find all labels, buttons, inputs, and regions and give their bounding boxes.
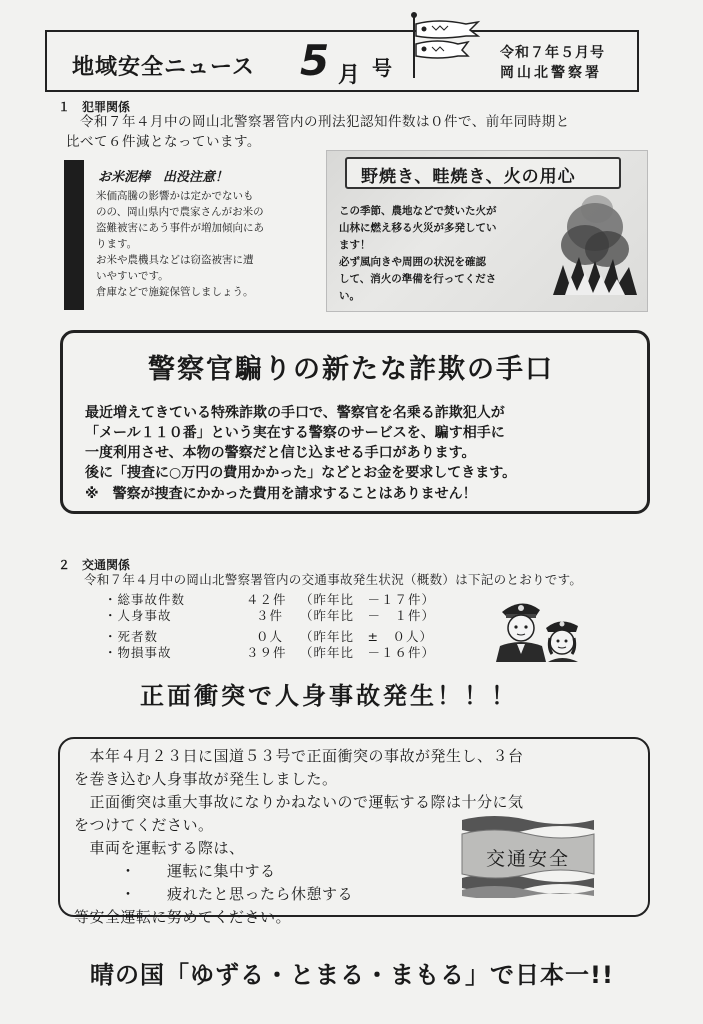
fraud-line: 後に「捜査に○万円の費用かかった」などとお金を要求してきます。 xyxy=(85,465,517,481)
police-officers-icon xyxy=(492,592,592,662)
fire-line: 必ず風向きや周囲の状況を確認 xyxy=(339,256,486,268)
fire-line: して、消火の準備を行ってくださ xyxy=(339,273,497,285)
accident-line: 正面衝突は重大事故になりかねないので運転する際は十分に気 xyxy=(74,793,524,811)
stat-label: ・人身事故 xyxy=(104,608,172,623)
rice-line: 倉庫などで施錠保管しましょう。 xyxy=(96,286,254,298)
rice-line: 米価高騰の影響かは定かでないも xyxy=(96,190,254,202)
fire-line: い。 xyxy=(339,290,360,302)
stat-label: ・死者数 xyxy=(104,629,159,644)
fraud-title: 警察官騙りの新たな詐欺の手口 xyxy=(148,354,554,385)
accident-line: 等安全運転に努めてください。 xyxy=(74,908,292,926)
slogan: 晴の国「ゆずる・とまる・まもる」で日本一!! xyxy=(90,961,614,989)
fire-line: ます！ xyxy=(339,239,371,251)
rice-theft-body xyxy=(96,188,302,300)
issue-number: 5 xyxy=(300,36,330,85)
stat-compare: （昨年比 ± ０人） xyxy=(300,629,433,644)
fire-line: 山林に燃え移る火災が多発してい xyxy=(339,222,497,234)
rice-line: ります。 xyxy=(96,238,138,250)
accident-line: をつけてください。 xyxy=(74,816,214,834)
fire-caution-body xyxy=(339,203,549,305)
fire-caution-notice xyxy=(326,150,648,312)
traffic-intro: 令和７年４月中の岡山北警察署管内の交通事故発生状況（概数）は下記のとおりです。 xyxy=(84,572,583,587)
rice-line: 盗難被害にあう事件が増加傾向にあ xyxy=(96,222,264,234)
issue-suffix: 号 xyxy=(372,56,392,80)
rice-theft-notice xyxy=(64,160,304,310)
fraud-line: 一度利用させ、本物の警察だと信じ込ませる手口があります。 xyxy=(85,445,476,461)
traffic-safety-flag-text: 交通安全 xyxy=(486,848,571,870)
rice-line: お米や農機具などは窃盗被害に遭 xyxy=(96,254,254,266)
stat-value: ３９件 xyxy=(246,645,287,660)
rice-line: いやすいです。 xyxy=(96,270,169,282)
stat-label: ・物損事故 xyxy=(104,645,172,660)
accident-line: 本年４月２３日に国道５３号で正面衝突の事故が発生し、３台 xyxy=(74,747,524,765)
crime-text-1: 令和７年４月中の岡山北警察署管内の刑法犯認知件数は０件で、前年同時期と xyxy=(80,114,570,130)
stat-compare: （昨年比 －１７件） xyxy=(300,592,436,607)
fire-line: この季節、農地などで焚いた火が xyxy=(339,205,497,217)
crime-heading: １ 犯罪関係 xyxy=(58,100,131,114)
fraud-line: 最近増えてきている特殊詐欺の手口で、警察官を名乗る詐欺犯人が xyxy=(85,405,505,421)
accent-bar xyxy=(64,160,84,310)
fire-caution-title-box xyxy=(345,157,621,189)
police-station-name: 岡山北警察署 xyxy=(500,65,602,81)
accident-headline: 正面衝突で人身事故発生！！！ xyxy=(140,682,518,710)
stat-compare: （昨年比 －１６件） xyxy=(300,645,436,660)
fire-smoke-icon xyxy=(549,187,641,297)
issue-unit: 月 xyxy=(338,63,361,88)
traffic-heading: ２ 交通関係 xyxy=(58,558,131,572)
newsletter-title: 地域安全ニュース xyxy=(72,55,255,80)
accident-line: を巻き込む人身事故が発生しました。 xyxy=(74,770,338,788)
fraud-line: 「メール１１０番」という実在する警察のサービスを、騙す相手に xyxy=(85,425,505,441)
fraud-note: ※ 警察が捜査にかかった費用を請求することはありません！ xyxy=(85,486,477,502)
stat-value: ３件 xyxy=(256,608,284,623)
rice-theft-title: お米泥棒 出没注意！ xyxy=(98,170,229,185)
rice-line: のの、岡山県内で農家さんがお米の xyxy=(96,206,264,218)
stat-value: ０人 xyxy=(256,629,284,644)
fraud-body xyxy=(85,403,635,483)
accident-line: 車両を運転する際は、 xyxy=(74,839,245,857)
stat-label: ・総事故件数 xyxy=(104,592,186,607)
carp-streamer-icon xyxy=(408,10,486,80)
stat-value: ４２件 xyxy=(246,592,287,607)
issue-date: 令和７年５月号 xyxy=(500,45,605,61)
fire-caution-title: 野焼き、畦焼き、火の用心 xyxy=(361,167,576,187)
crime-text-2: 比べて６件減となっています。 xyxy=(66,134,261,150)
fraud-warning-box xyxy=(60,330,650,514)
stat-compare: （昨年比 － １件） xyxy=(300,608,436,623)
accident-line: ・ 運転に集中する xyxy=(74,862,276,880)
accident-line: ・ 疲れたと思ったら休憩する xyxy=(74,885,354,903)
